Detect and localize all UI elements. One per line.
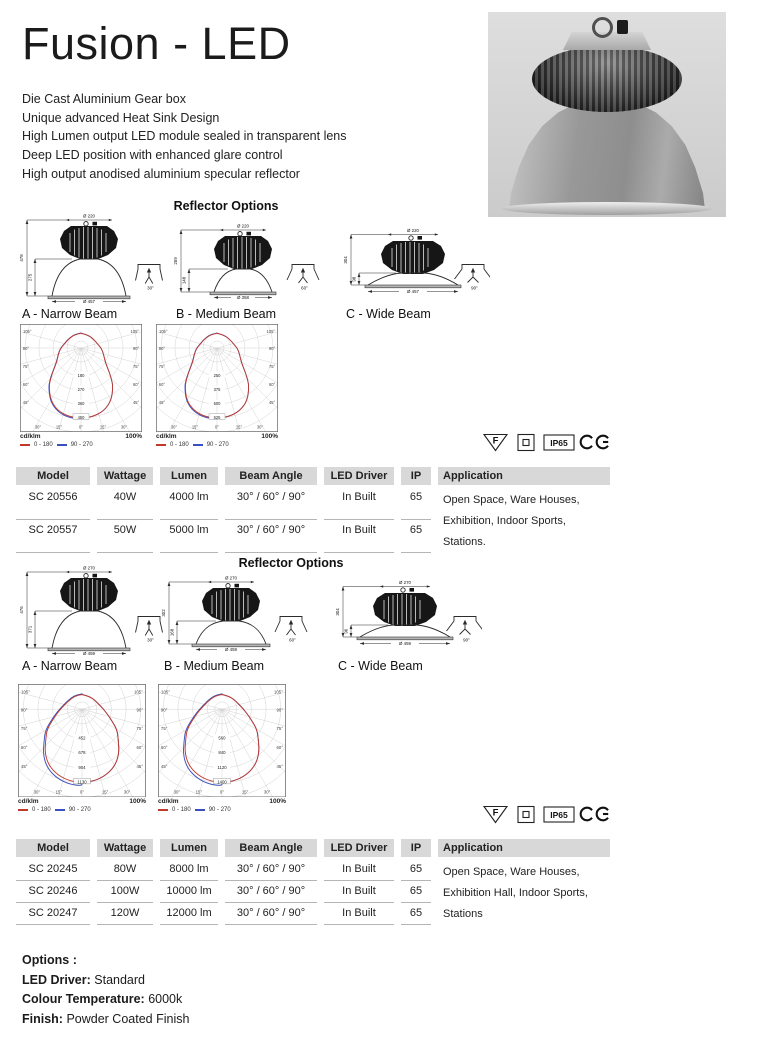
drawing-wide-beam-s2 [330,564,482,673]
svg-text:90°: 90° [136,707,144,713]
legend-swatch-red [158,809,168,811]
svg-text:60°: 60° [160,745,168,751]
svg-text:75°: 75° [276,726,284,732]
chart-legend [18,807,146,813]
dimension-label: Ø 459 [83,651,95,656]
application-cell: Open Space, Ware Houses, Exhibition Hall, Indoor Sports, Stations [443,866,588,920]
legend-swatch-blue [55,809,65,811]
feature-list [22,90,347,184]
svg-text:75°: 75° [160,726,168,732]
application-cell: Open Space, Ware Houses, Exhibition, Indoor Sports, Stations. [443,494,580,548]
cell-ip: 65 [401,859,431,881]
svg-text:90°: 90° [276,707,284,713]
svg-text:1130: 1130 [77,779,87,785]
svg-text:F: F [492,435,499,447]
svg-text:60°: 60° [136,745,144,751]
product-photo [488,12,726,217]
cell-wattage: 100W [97,881,153,903]
beam-angle-label: 90° [471,285,478,291]
svg-text:678: 678 [78,750,86,756]
drawing-caption: A - Narrow Beam [22,659,118,673]
photometric-chart [156,324,278,448]
polar-plot [18,684,146,797]
dimension-label: Ø 459 [225,647,237,653]
svg-text:IP65: IP65 [550,809,568,820]
drawing-caption: C - Wide Beam [338,659,423,673]
dimension-label: Ø 457 [407,289,419,295]
col-header-model: Model [16,467,90,485]
dimension-label: 304 [343,256,348,264]
chart-max: 100% [269,798,286,806]
svg-text:105°: 105° [23,329,32,334]
dimension-label: 148 [181,276,187,285]
section2-heading: Reflector Options [238,556,344,570]
col-header-lumen: Lumen [160,839,218,857]
svg-text:105°: 105° [130,329,139,334]
page-title: Fusion - LED [22,18,291,69]
svg-text:90°: 90° [132,346,140,351]
svg-text:90°: 90° [158,346,166,351]
class2-outer-square-icon [518,807,534,823]
cell-lumen: 12000 lm [160,903,218,925]
cell-lumen: 4000 lm [160,487,218,520]
dimension-label: 302 [161,609,166,617]
svg-text:45°: 45° [276,763,284,769]
beam-angle-icon [275,617,307,636]
svg-text:60°: 60° [132,382,140,387]
svg-text:15°: 15° [55,424,63,430]
legend-swatch-blue [57,444,67,446]
svg-text:360: 360 [77,400,85,406]
cell-wattage: 40W [97,487,153,520]
heatsink-shading [532,46,682,112]
chart-legend [158,807,286,813]
svg-text:75°: 75° [22,364,30,369]
beam-angle-icon [455,265,491,283]
svg-text:15°: 15° [241,789,249,795]
legend-label: 90 - 270 [208,807,231,814]
dimension-label: Ø 220 [237,223,249,229]
chart-max: 100% [125,433,142,440]
beam-angle-label: 30° [147,285,154,291]
feature-line: Die Cast Aluminium Gear box [22,92,186,106]
svg-text:45°: 45° [132,400,140,405]
legend-swatch-blue [195,809,205,811]
svg-text:105°: 105° [133,689,143,695]
dimension-label: 371 [27,625,33,634]
svg-text:180: 180 [77,372,85,378]
chart-legend [156,442,278,448]
svg-text:15°: 15° [191,424,199,430]
col-header-application: Application [438,467,610,485]
cell-beam-angle: 30° / 60° / 90° [225,520,317,553]
chart-unit: cd/klm [158,798,179,806]
svg-text:840: 840 [218,750,226,756]
legend-label: 0 - 180 [32,807,51,814]
svg-text:250: 250 [213,372,221,378]
class2-inner-square-icon [523,812,529,818]
svg-text:105°: 105° [161,689,171,695]
svg-text:15°: 15° [99,424,107,430]
dimension-label: Ø 358 [237,295,249,301]
svg-text:90°: 90° [268,346,276,351]
dimension-label: Ø 270 [399,580,411,585]
svg-text:1400: 1400 [217,779,227,785]
eyebolt-ring-shape [592,17,613,38]
svg-text:75°: 75° [20,726,28,732]
chart-max: 100% [129,798,146,806]
legend-label: 0 - 180 [172,807,191,814]
svg-text:45°: 45° [158,400,166,405]
legend-label: 0 - 180 [34,442,53,448]
drawing-caption: C - Wide Beam [346,307,431,321]
svg-text:90°: 90° [20,707,28,713]
chart-unit: cd/klm [18,798,39,806]
cell-lumen: 8000 lm [160,859,218,881]
svg-text:30°: 30° [120,424,128,430]
svg-text:30°: 30° [173,789,181,795]
certification-icons [482,431,616,453]
svg-text:F: F [492,807,499,819]
cell-led-driver: In Built [324,881,394,903]
col-header-application: Application [438,839,610,857]
beam-angle-icon [447,617,483,635]
chart-unit: cd/klm [20,433,41,440]
dimension-label: 259 [173,257,178,265]
drawing-narrow-beam-s2 [14,564,166,673]
svg-text:0°: 0° [79,424,83,430]
svg-text:45°: 45° [160,763,168,769]
legend-label: 90 - 270 [206,442,229,448]
svg-text:30°: 30° [170,424,178,430]
drawing-medium-beam-s2 [156,564,308,673]
cell-model: SC 20247 [16,903,90,925]
cell-wattage: 120W [97,903,153,925]
class2-outer-square-icon [518,435,534,451]
svg-text:30°: 30° [263,789,271,795]
cell-beam-angle: 30° / 60° / 90° [225,487,317,520]
option-line: LED Driver: Standard [22,972,145,987]
photometric-chart [20,324,142,448]
cable-gland-shape [617,20,628,34]
beam-angle-label: 60° [301,285,308,291]
dimension-label: 478 [19,254,24,262]
cell-wattage: 80W [97,859,153,881]
options-heading: Options : [22,953,77,967]
cell-model: SC 20556 [16,487,90,520]
reflector-rim-shape [502,202,712,215]
col-header-ip: IP [401,839,431,857]
svg-text:15°: 15° [101,789,109,795]
svg-text:60°: 60° [276,745,284,751]
polar-plot [156,324,278,432]
dimension-label: Ø 459 [399,641,411,647]
beam-angle-label: 90° [463,637,470,643]
cell-model: SC 20245 [16,859,90,881]
ce-mark-icon [581,436,609,449]
svg-text:30°: 30° [33,789,41,795]
polar-plot [158,684,286,797]
svg-text:0°: 0° [215,424,219,430]
dimension-label: Ø 270 [225,575,237,581]
cell-led-driver: In Built [324,859,394,881]
svg-text:15°: 15° [235,424,243,430]
reflector-bell-shape [509,98,705,210]
svg-text:625: 625 [213,414,221,420]
legend-label: 90 - 270 [70,442,93,448]
col-header-wattage: Wattage [97,839,153,857]
svg-text:30°: 30° [256,424,264,430]
svg-text:90°: 90° [22,346,30,351]
photometric-chart [158,684,286,813]
option-line: Finish: Powder Coated Finish [22,1011,190,1026]
options-block [22,951,189,1029]
svg-text:45°: 45° [22,400,30,405]
certification-icons [482,803,616,825]
col-header-led-driver: LED Driver [324,467,394,485]
cell-beam-angle: 30° / 60° / 90° [225,859,317,881]
cell-beam-angle: 30° / 60° / 90° [225,881,317,903]
svg-text:15°: 15° [195,789,203,795]
svg-text:0°: 0° [79,789,85,795]
feature-line: High output anodised aluminium specular reflector [22,166,300,181]
col-header-ip: IP [401,467,431,485]
drawing-wide-beam-s1 [338,212,490,321]
svg-text:1120: 1120 [217,764,227,770]
svg-text:270: 270 [77,386,85,392]
dimension-label: 304 [335,608,340,616]
col-header-model: Model [16,839,90,857]
svg-text:90°: 90° [160,707,168,713]
svg-text:105°: 105° [266,329,275,334]
dimension-label: 275 [27,273,33,282]
dimension-label: 98 [351,276,357,282]
svg-text:75°: 75° [136,726,144,732]
svg-text:15°: 15° [55,789,63,795]
cell-led-driver: In Built [324,903,394,925]
col-header-beam-angle: Beam Angle [225,467,317,485]
svg-text:560: 560 [218,735,226,741]
feature-line: Unique advanced Heat Sink Design [22,110,220,125]
beam-angle-label: 30° [147,637,154,643]
cell-ip: 65 [401,520,431,553]
cell-ip: 65 [401,881,431,903]
feature-line: Deep LED position with enhanced glare control [22,148,283,163]
drawing-caption: B - Medium Beam [176,307,277,321]
drawing-caption: A - Narrow Beam [22,307,118,321]
dimension-label: 168 [169,628,175,637]
svg-text:105°: 105° [273,689,283,695]
legend-label: 0 - 180 [170,442,189,448]
legend-swatch-red [18,809,28,811]
svg-text:60°: 60° [22,382,30,387]
svg-text:45°: 45° [268,400,276,405]
svg-text:105°: 105° [21,689,31,695]
section1-heading: Reflector Options [173,199,279,213]
cell-led-driver: In Built [324,487,394,520]
drawing-narrow-beam-s1 [14,212,166,321]
svg-text:75°: 75° [132,364,140,369]
svg-text:500: 500 [213,400,221,406]
spec-table-1 [16,467,610,553]
spec-table-2 [16,839,610,925]
class2-inner-square-icon [523,440,529,446]
cell-beam-angle: 30° / 60° / 90° [225,903,317,925]
col-header-lumen: Lumen [160,467,218,485]
feature-line: High Lumen output LED module sealed in transparent lens [22,129,347,144]
dimension-label: Ø 270 [83,565,95,571]
chart-legend [20,442,142,448]
svg-text:30°: 30° [123,789,131,795]
legend-swatch-red [156,444,166,446]
svg-text:0°: 0° [219,789,225,795]
legend-swatch-red [20,444,30,446]
cell-model: SC 20246 [16,881,90,903]
svg-text:45°: 45° [20,763,28,769]
col-header-beam-angle: Beam Angle [225,839,317,857]
dimension-label: Ø 457 [83,299,95,304]
ce-mark-icon [581,808,609,821]
svg-text:60°: 60° [20,745,28,751]
chart-unit: cd/klm [156,433,177,440]
dimension-label: Ø 220 [407,228,419,233]
chart-max: 100% [261,433,278,440]
cell-led-driver: In Built [324,520,394,553]
polar-plot [20,324,142,432]
svg-text:105°: 105° [159,329,168,334]
beam-angle-icon [136,265,163,284]
dimension-label: 476 [19,606,24,614]
cell-ip: 65 [401,903,431,925]
svg-text:452: 452 [78,735,86,741]
cell-model: SC 20557 [16,520,90,553]
col-header-led-driver: LED Driver [324,839,394,857]
col-header-wattage: Wattage [97,467,153,485]
dimension-label: Ø 220 [83,213,95,219]
svg-text:904: 904 [78,764,86,770]
drawing-caption: B - Medium Beam [164,659,265,673]
legend-swatch-blue [193,444,203,446]
option-line: Colour Temperature: 6000k [22,992,183,1006]
cell-ip: 65 [401,487,431,520]
cell-wattage: 50W [97,520,153,553]
svg-text:IP65: IP65 [550,437,568,448]
cell-lumen: 10000 lm [160,881,218,903]
dimension-label: 96 [343,628,349,634]
drawing-medium-beam-s1 [168,212,320,321]
legend-label: 90 - 270 [68,807,91,814]
svg-text:375: 375 [213,386,221,392]
svg-text:60°: 60° [268,382,276,387]
svg-text:45°: 45° [136,763,144,769]
svg-text:30°: 30° [34,424,42,430]
svg-text:450: 450 [77,414,85,420]
cell-lumen: 5000 lm [160,520,218,553]
beam-angle-icon [287,265,319,284]
beam-angle-label: 60° [289,637,296,643]
svg-text:75°: 75° [158,364,166,369]
svg-text:60°: 60° [158,382,166,387]
photometric-chart [18,684,146,813]
svg-text:75°: 75° [268,364,276,369]
